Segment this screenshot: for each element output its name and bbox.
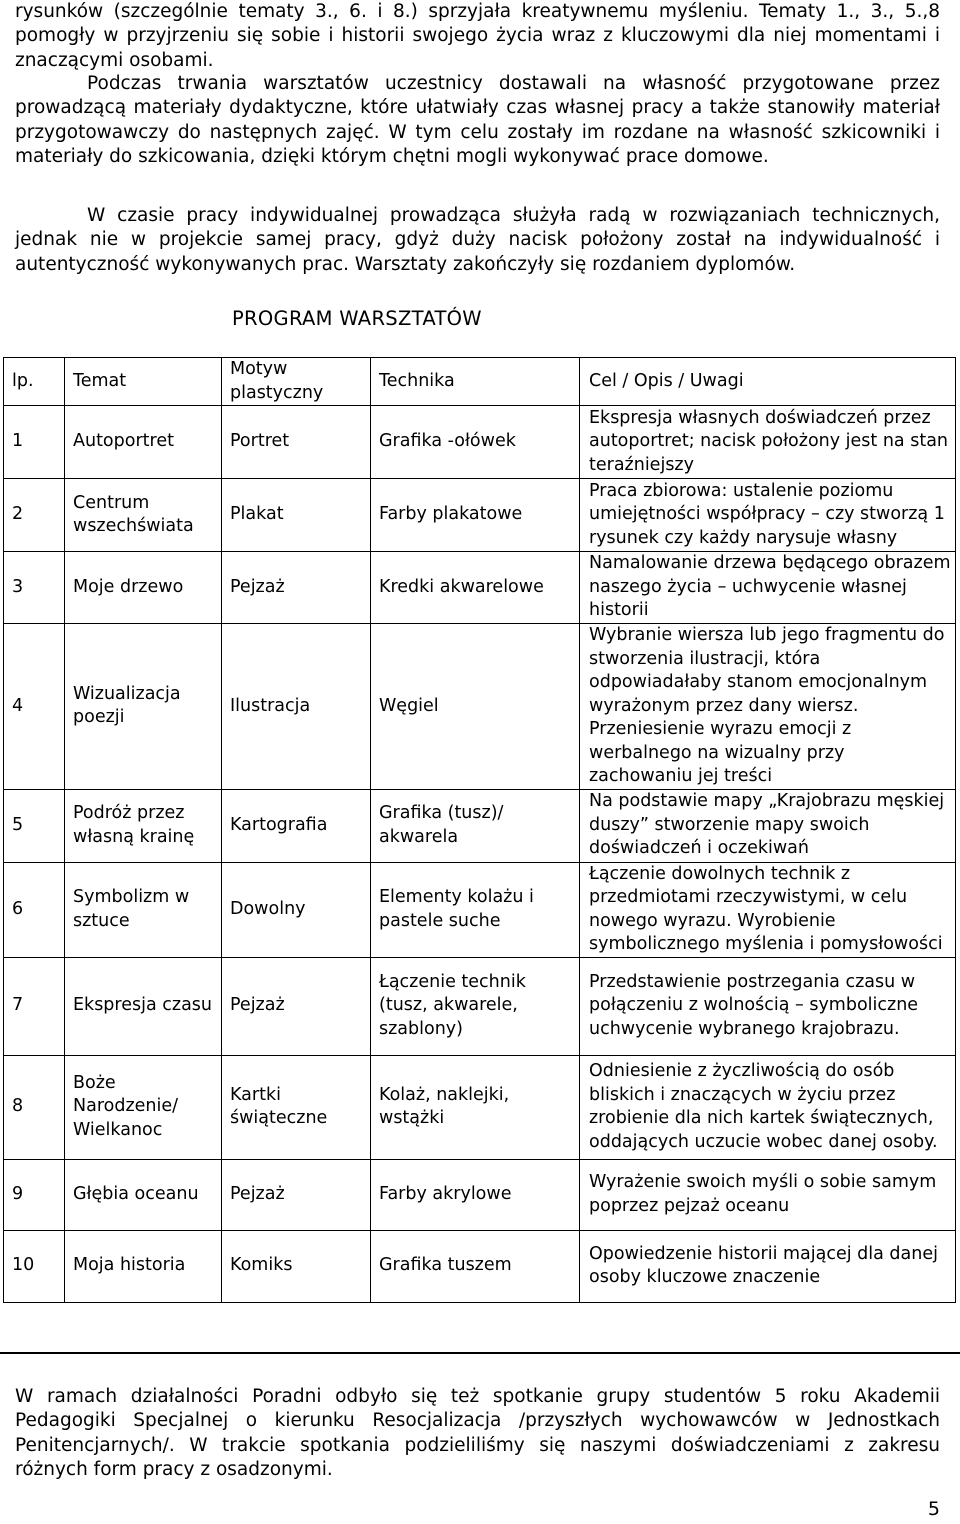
cell-technika: Węgiel [371,624,580,790]
table-row [4,406,956,479]
cell-temat: Podróż przez własną krainę [65,789,222,862]
cell-motyw: Dowolny [222,862,371,957]
cell-lp: 4 [4,624,65,790]
cell-temat: Boże Narodzenie/ Wielkanoc [65,1055,222,1159]
cell-technika: Grafika (tusz)/ akwarela [371,789,580,862]
table-row [4,789,956,862]
table-row [4,624,956,790]
cell-temat: Centrum wszechświata [65,479,222,552]
program-title: PROGRAM WARSZTATÓW [232,307,482,330]
cell-motyw: Ilustracja [222,624,371,790]
cell-motyw: Pejzaż [222,552,371,624]
table-row [4,479,956,552]
cell-cel: Na podstawie mapy „Krajobrazu męskiej duszy” stworzenie mapy swoich doświadczeń i oczekiwań [580,789,956,862]
cell-temat: Wizualizacja poezji [65,624,222,790]
cell-cel: Praca zbiorowa: ustalenie poziomu umiejętności współpracy – czy stworzą 1 rysunek czy każdy narysuje własny [580,479,956,552]
table-row [4,957,956,1055]
cell-lp: 7 [4,957,65,1055]
cell-technika: Łączenie technik (tusz, akwarele, szablony) [371,957,580,1055]
cell-cel: Wybranie wiersza lub jego fragmentu do stworzenia ilustracji, która odpowiadałaby stanom emocjonalnym wyrażonym przez dany wiersz. Przeniesienie wyrazu emocji z werbalnego na wizualny przy zachowaniu jej treści [580,624,956,790]
table-row [4,862,956,957]
table-row [4,1055,956,1159]
cell-temat: Symbolizm w sztuce [65,862,222,957]
header-technika: Technika [371,358,580,406]
cell-temat: Ekspresja czasu [65,957,222,1055]
footer-paragraph: W ramach działalności Poradni odbyło się też spotkanie grupy studentów 5 roku Akademii Pedagogiki Specjalnej o kierunku Resocjalizacja /przyszłych wychowawców w Jednostkach Penitencjarnych/. W trakcie spotkania podzieliliśmy się naszymi doświadczeniami z zakresu różnych form pracy z osadzonymi. [15,1386,940,1480]
cell-lp: 6 [4,862,65,957]
cell-cel: Wyrażenie swoich myśli o sobie samym poprzez pejzaż oceanu [580,1159,956,1230]
cell-cel: Odniesienie z życzliwością do osób bliskich i znaczących w życiu przez zrobienie dla nich kartek świątecznych, oddających uczucie wobec danej osoby. [580,1055,956,1159]
cell-lp: 10 [4,1230,65,1302]
page-number: 5 [927,1498,940,1520]
table-row [4,1159,956,1230]
cell-motyw: Kartografia [222,789,371,862]
cell-cel: Ekspresja własnych doświadczeń przez autoportret; nacisk położony jest na stan teraźniejszy [580,406,956,479]
cell-technika: Farby plakatowe [371,479,580,552]
cell-lp: 2 [4,479,65,552]
cell-technika: Kredki akwarelowe [371,552,580,624]
cell-technika: Elementy kolażu i pastele suche [371,862,580,957]
cell-motyw: Portret [222,406,371,479]
cell-temat: Moja historia [65,1230,222,1302]
header-motyw: Motyw plastyczny [222,358,371,406]
paragraph-top: rysunków (szczególnie tematy 3., 6. i 8.) sprzyjała kreatywnemu myśleniu. Tematy 1., 3., 5.,8 pomogły w przyjrzeniu się sobie i historii swojego życia wraz z kluczowymi dla niej momentami i znaczącymi osobami. [15,1,940,71]
cell-motyw: Pejzaż [222,1159,371,1230]
cell-motyw: Pejzaż [222,957,371,1055]
cell-cel: Namalowanie drzewa będącego obrazem naszego życia – uchwycenie własnej historii [580,552,956,624]
table-row [4,552,956,624]
paragraph-individual-work: W czasie pracy indywidualnej prowadząca służyła radą w rozwiązaniach technicznych, jednak nie w projekcie samej pracy, gdyż duży nacisk położony został na indywidualność i autentyczność wykonywanych prac. Warsztaty zakończyły się rozdaniem dyplomów. [15,205,940,275]
cell-temat: Głębia oceanu [65,1159,222,1230]
table-header-row [4,358,956,406]
cell-lp: 8 [4,1055,65,1159]
cell-motyw: Komiks [222,1230,371,1302]
cell-temat: Autoportret [65,406,222,479]
cell-motyw: Kartki świąteczne [222,1055,371,1159]
cell-cel: Opowiedzenie historii mającej dla danej osoby kluczowe znaczenie [580,1230,956,1302]
cell-technika: Farby akrylowe [371,1159,580,1230]
cell-cel: Łączenie dowolnych technik z przedmiotami rzeczywistymi, w celu nowego wyrazu. Wyrobienie symbolicznego myślenia i pomysłowości [580,862,956,957]
table-row [4,1230,956,1302]
header-cel: Cel / Opis / Uwagi [580,358,956,406]
header-lp: lp. [4,358,65,406]
cell-lp: 1 [4,406,65,479]
cell-lp: 5 [4,789,65,862]
cell-cel: Przedstawienie postrzegania czasu w połączeniu z wolnością – symboliczne uchwycenie wybranego krajobrazu. [580,957,956,1055]
program-table [3,357,956,1303]
header-temat: Temat [65,358,222,406]
cell-motyw: Plakat [222,479,371,552]
cell-lp: 9 [4,1159,65,1230]
cell-temat: Moje drzewo [65,552,222,624]
cell-lp: 3 [4,552,65,624]
paragraph-materials: Podczas trwania warsztatów uczestnicy dostawali na własność przygotowane przez prowadzącą materiały dydaktyczne, które ułatwiały czas własnej pracy a także stanowiły materiał przygotowawczy do następnych zajęć. W tym celu zostały im rozdane na własność szkicowniki i materiały do szkicowania, dzięki którym chętni mogli wykonywać prace domowe. [15,73,940,167]
page-divider [0,1352,960,1354]
cell-technika: Grafika -ołówek [371,406,580,479]
cell-technika: Kolaż, naklejki, wstążki [371,1055,580,1159]
cell-technika: Grafika tuszem [371,1230,580,1302]
